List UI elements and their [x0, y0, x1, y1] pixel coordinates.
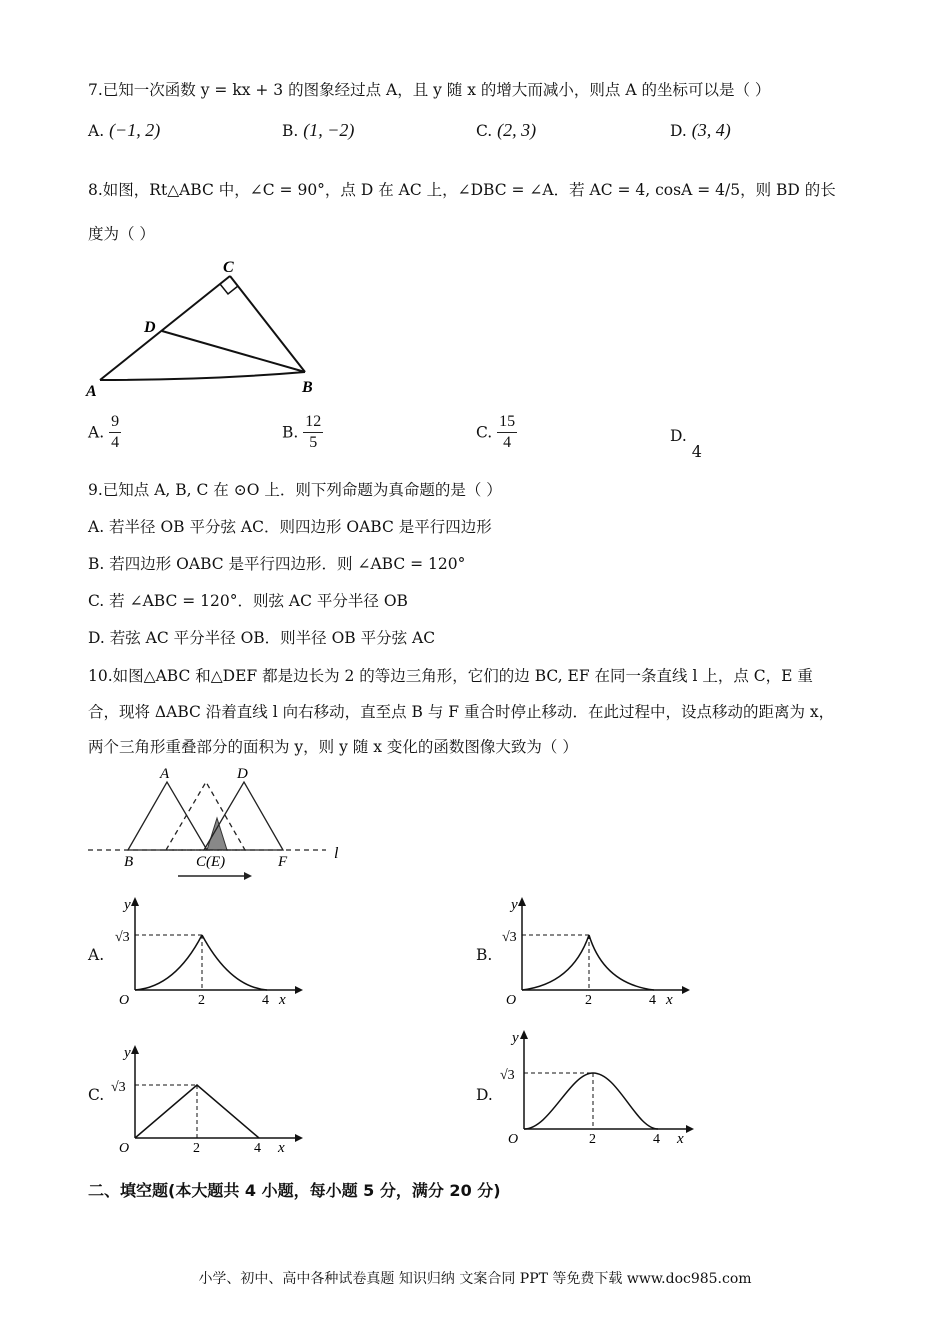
side-ac [100, 276, 230, 380]
curve [522, 935, 654, 990]
q8-option-d[interactable]: D. 4 [670, 427, 702, 461]
q8-option-c[interactable]: C. $\frac{15}{4}$ [476, 413, 516, 451]
label-ce: C(E) [196, 854, 226, 870]
section-2-heading: 二、填空题(本大题共 4 小题，每小题 5 分，满分 20 分) [88, 1181, 501, 1200]
y-arrow [131, 897, 139, 906]
q10-option-d-label[interactable]: D. [476, 1086, 493, 1104]
label-a: A [160, 766, 170, 782]
sqrt3-label: √3 [115, 930, 130, 945]
y-label: y [124, 1045, 131, 1061]
tick-4: 4 [254, 1141, 261, 1156]
tick-2: 2 [198, 993, 205, 1008]
q8-option-b[interactable]: B. $\frac{12}{5}$ [282, 413, 322, 451]
q10-option-b-label[interactable]: B. [476, 946, 493, 964]
y-arrow [518, 897, 526, 906]
label-b: B [124, 854, 134, 870]
sqrt3-label: √3 [111, 1080, 126, 1095]
right-angle-mark [220, 284, 238, 294]
q10-stem-line2: 合，现将 ΔABC 沿着直线 l 向右移动，直至点 B 与 F 重合时停止移动．在此过程中，设点移动的距离为 x， [88, 703, 835, 721]
tick-4: 4 [649, 993, 656, 1008]
page-footer: 小学、初中、高中各种试卷真题 知识归纳 文案合同 PPT 等免费下载 www.doc985.com [198, 1271, 752, 1287]
x-label: x [278, 1140, 285, 1156]
x-label: x [677, 1131, 684, 1147]
q10-stem-line1: 10.如图△ABC 和△DEF 都是边长为 2 的等边三角形，它们的边 BC, EF 在同一条直线 l 上，点 C，E 重 [88, 667, 813, 685]
q7-option-b[interactable]: B. (1, −2) [282, 120, 355, 140]
segment-db [162, 331, 305, 372]
triangle-abc [128, 782, 207, 850]
y-arrow [520, 1030, 528, 1039]
label-d: D [144, 319, 156, 336]
overlap-region [207, 818, 227, 850]
q10-option-a-label[interactable]: A. [88, 946, 105, 964]
arrow-head [244, 872, 252, 880]
q9-option-c[interactable]: C. 若 ∠ABC = 120°．则弦 AC 平分半径 OB [88, 592, 408, 610]
q10-option-a-graph[interactable] [105, 892, 305, 1010]
q8-triangle-figure [80, 252, 330, 402]
origin-label: O [506, 993, 517, 1008]
q8-option-a[interactable]: A. $\frac{9}{4}$ [88, 413, 120, 451]
origin-label: O [119, 993, 130, 1008]
curve [524, 1073, 658, 1129]
origin-label: O [508, 1132, 519, 1147]
q8-stem-line1: 8.如图，Rt△ABC 中，∠C = 90°，点 D 在 AC 上，∠DBC = ∠A．若 AC = 4, cosA = 4/5，则 BD 的长 [88, 181, 836, 199]
triangle-abc-moved [166, 782, 245, 850]
q7-stem: 7.已知一次函数 y = kx + 3 的图象经过点 A，且 y 随 x 的增大而减小，则点 A 的坐标可以是（ ） [88, 81, 771, 99]
tick-2: 2 [193, 1141, 200, 1156]
q9-option-d[interactable]: D. 若弦 AC 平分半径 OB．则半径 OB 平分弦 AC [88, 629, 436, 647]
side-cb [230, 276, 305, 372]
q10-stem-line3: 两个三角形重叠部分的面积为 y，则 y 随 x 变化的函数图像大致为（ ） [88, 738, 578, 756]
q10-option-c-graph[interactable] [105, 1040, 305, 1158]
x-label: x [666, 992, 673, 1008]
label-a: A [86, 383, 97, 400]
tick-2: 2 [585, 993, 592, 1008]
label-d: D [237, 766, 248, 782]
tick-4: 4 [262, 993, 269, 1008]
x-arrow [295, 986, 303, 994]
q9-stem: 9.已知点 A, B, C 在 ⊙O 上．则下列命题为真命题的是（ ） [88, 481, 502, 499]
q8-stem-line2: 度为（ ） [88, 225, 155, 243]
y-label: y [512, 1030, 519, 1046]
origin-label: O [119, 1141, 130, 1156]
q9-option-b[interactable]: B. 若四边形 OABC 是平行四边形．则 ∠ABC = 120° [88, 555, 466, 573]
x-arrow [295, 1134, 303, 1142]
q7-option-d[interactable]: D. (3, 4) [670, 120, 731, 140]
q7-option-a[interactable]: A. (−1, 2) [88, 120, 161, 140]
y-label: y [124, 897, 131, 913]
y-label: y [511, 897, 518, 913]
x-label: x [279, 992, 286, 1008]
sqrt3-label: √3 [500, 1068, 515, 1083]
q10-option-b-graph[interactable] [492, 892, 692, 1010]
q9-option-a[interactable]: A. 若半径 OB 平分弦 AC．则四边形 OABC 是平行四边形 [88, 518, 492, 536]
sqrt3-label: √3 [502, 930, 517, 945]
q10-option-d-graph[interactable] [490, 1025, 700, 1150]
q10-triangles-figure [86, 762, 356, 887]
curve [135, 935, 267, 990]
side-ab [100, 372, 305, 380]
x-arrow [686, 1125, 694, 1133]
y-arrow [131, 1045, 139, 1054]
tick-2: 2 [589, 1132, 596, 1147]
q10-option-c-label[interactable]: C. [88, 1086, 105, 1104]
label-c: C [223, 259, 234, 276]
q7-option-c[interactable]: C. (2, 3) [476, 120, 537, 140]
x-arrow [682, 986, 690, 994]
tick-4: 4 [653, 1132, 660, 1147]
label-f: F [278, 854, 288, 870]
label-l: l [334, 845, 339, 862]
label-b: B [302, 379, 313, 396]
